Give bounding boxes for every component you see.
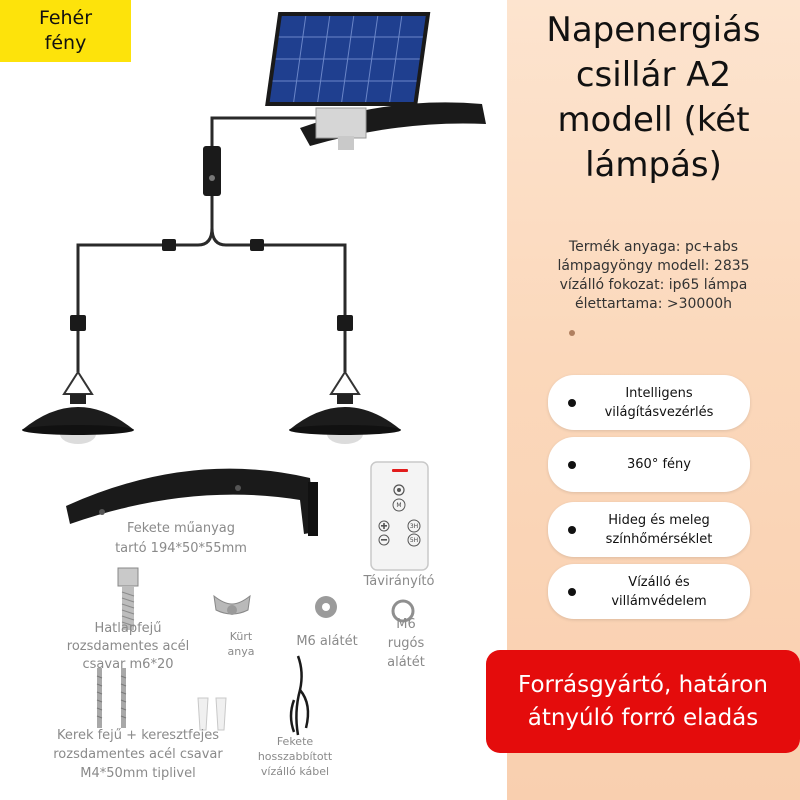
- feature-label: [578, 437, 740, 492]
- remote-image: [371, 462, 428, 570]
- pendant-lamp-right: [289, 372, 401, 444]
- remote-caption: Távirányító: [363, 574, 435, 589]
- bullet-icon: [568, 461, 576, 469]
- spec-line: vízálló fokozat: ip65 lámpa: [559, 277, 748, 293]
- feature-pill: [548, 502, 750, 557]
- spec-line: lámpagyöngy modell: 2835: [557, 258, 750, 274]
- caption-line: rozsdamentes acél: [66, 639, 190, 654]
- hex-screw-caption: [38, 620, 218, 674]
- caption-line: Hatlapfejű: [94, 621, 162, 636]
- remote-button: 3H: [409, 523, 419, 530]
- caption-line: anya: [227, 645, 255, 658]
- feature-line: Hideg és meleg: [608, 512, 710, 528]
- feature-pill: [548, 437, 750, 492]
- feature-label: [578, 375, 740, 430]
- panel-bracket: [300, 102, 486, 150]
- cta-text: [486, 650, 800, 753]
- spec-line: Termék anyaga: pc+abs: [568, 239, 739, 255]
- caption-line: alátét: [387, 655, 425, 670]
- caption-line: Fekete műanyag: [126, 521, 236, 536]
- feature-pill: [548, 564, 750, 619]
- remote-button: 5H: [409, 537, 419, 544]
- cta-line: Forrásgyártó, határon: [518, 671, 768, 698]
- long-screws-image: [97, 668, 126, 728]
- product-title: [507, 8, 800, 188]
- feature-line: 360° fény: [627, 457, 691, 472]
- cta-line: átnyúló forró eladás: [527, 704, 759, 731]
- spring-washer-caption: [368, 615, 444, 672]
- feature-pill: [548, 375, 750, 430]
- bracket-caption: [86, 519, 276, 559]
- cable-caption: [246, 734, 344, 779]
- badge-line: Fehér: [38, 7, 93, 29]
- caption-line: tartó 194*50*55mm: [115, 541, 247, 556]
- wing-nut-image: [214, 596, 250, 615]
- cable-coil-image: [291, 656, 308, 735]
- washer-caption: M6 alátét: [296, 634, 358, 649]
- caption-line: Kerek fejű + keresztfejes: [57, 728, 219, 743]
- caption-line: Fekete: [276, 735, 314, 748]
- title-line: modell (két: [557, 100, 750, 140]
- spec-list: [507, 238, 800, 314]
- caption-line: rozsdamentes acél csavar: [53, 747, 223, 762]
- caption-line: M6: [396, 617, 416, 632]
- title-line: csillár A2: [575, 55, 732, 95]
- feature-line: Vízálló és: [628, 574, 690, 590]
- caption-line: rugós: [387, 636, 425, 651]
- feature-label: [578, 502, 740, 557]
- caption-line: M4*50mm tiplivel: [80, 766, 196, 781]
- bullet-icon: [568, 399, 576, 407]
- bullet-icon: [568, 588, 576, 596]
- solar-panel: [265, 12, 430, 106]
- caption-line: vízálló kábel: [260, 765, 330, 778]
- feature-line: villámvédelem: [611, 593, 707, 609]
- screws-caption: [28, 726, 248, 783]
- feature-line: világításvezérlés: [604, 404, 714, 420]
- title-line: Napenergiás: [546, 10, 761, 50]
- wing-nut-caption: [206, 629, 276, 659]
- spec-line: élettartama: >30000h: [574, 296, 733, 312]
- feature-label: [578, 564, 740, 619]
- decorative-dot: [569, 330, 575, 336]
- pendant-lamp-left: [22, 372, 134, 444]
- caption-line: hosszabbított: [257, 750, 333, 763]
- feature-line: Intelligens: [625, 385, 693, 401]
- title-line: lámpás): [585, 145, 722, 185]
- remote-button: M: [396, 502, 402, 509]
- bullet-icon: [568, 526, 576, 534]
- badge-line: fény: [44, 32, 87, 54]
- caption-line: Kürt: [229, 630, 253, 643]
- caption-line: csavar m6*20: [82, 657, 174, 672]
- washer-image: [315, 596, 337, 618]
- feature-line: színhőmérséklet: [605, 531, 713, 547]
